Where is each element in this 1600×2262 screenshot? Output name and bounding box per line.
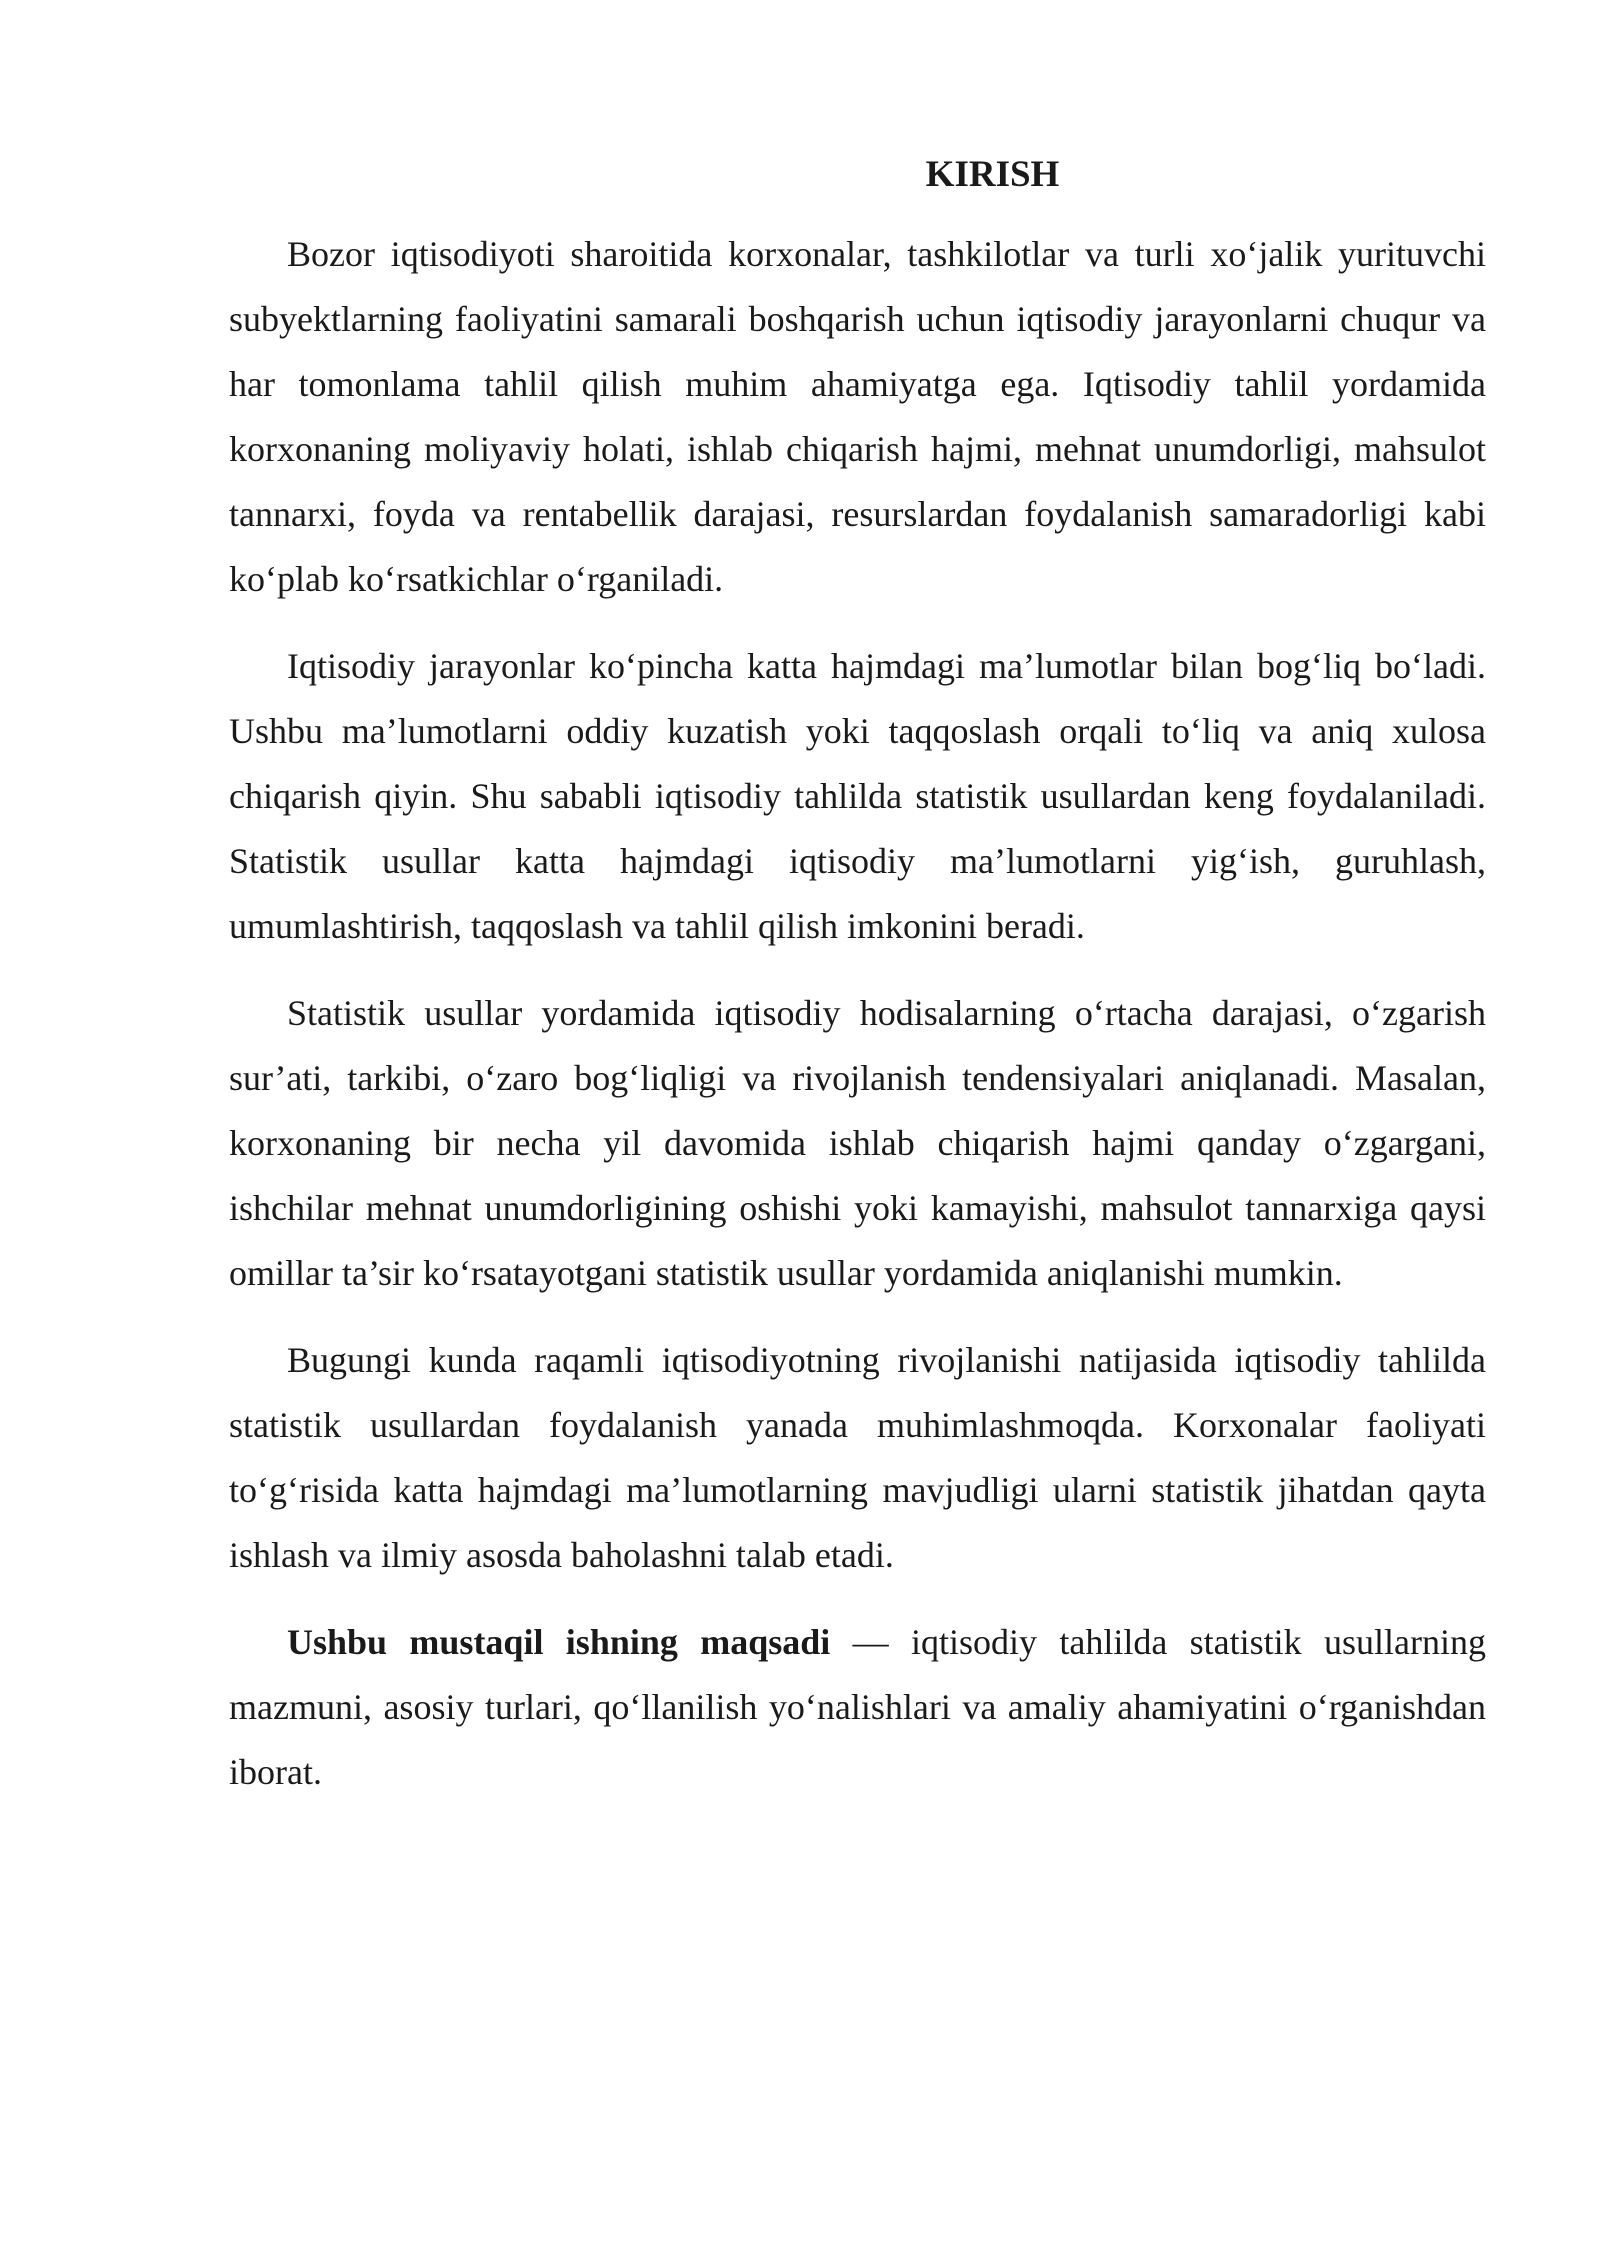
goal-paragraph	[229, 1610, 1486, 1805]
goal-lead: Ushbu mustaqil ishning maqsadi	[287, 1622, 831, 1662]
paragraph: Bozor iqtisodiyoti sharoitida korxonalar, tashkilotlar va turli xo‘jalik yurituvchi subyektlarning faoliyatini samarali boshqarish uchun iqtisodiy jarayonlarni chuqur va har tomonlama tahlil qilish muhim ahamiyatga ega. Iqtisodiy tahlil yordamida korxonaning moliyaviy holati, ishlab chiqarish hajmi, mehnat unumdorligi, mahsulot tannarxi, foyda va rentabellik darajasi, resurslardan foydalanish samaradorligi kabi ko‘plab ko‘rsatkichlar o‘rganiladi.	[229, 234, 1486, 599]
document-page	[229, 150, 1486, 1827]
section-heading: KIRISH	[925, 154, 1060, 195]
goal-text: — iqtisodiy tahlilda statistik usullarning mazmuni, asosiy turlari, qo‘llanilish yo‘nalishlari va amaliy ahamiyatini o‘rganishdan iborat.	[229, 1622, 1486, 1792]
paragraph: Statistik usullar yordamida iqtisodiy hodisalarning o‘rtacha darajasi, o‘zgarish sur’ati, tarkibi, o‘zaro bog‘liqligi va rivojlanish tendensiyalari aniqlanadi. Masalan, korxonaning bir necha yil davomida ishlab chiqarish hajmi qanday o‘zgargani, ishchilar mehnat unumdorligining oshishi yoki kamayishi, mahsulot tannarxiga qaysi omillar ta’sir ko‘rsatayotgani statistik usullar yordamida aniqlanishi mumkin.	[229, 993, 1486, 1293]
paragraph: Iqtisodiy jarayonlar ko‘pincha katta hajmdagi ma’lumotlar bilan bog‘liq bo‘ladi. Ushbu ma’lumotlarni oddiy kuzatish yoki taqqoslash orqali to‘liq va aniq xulosa chiqarish qiyin. Shu sababli iqtisodiy tahlilda statistik usullardan keng foydalaniladi. Statistik usullar katta hajmdagi iqtisodiy ma’lumotlarni yig‘ish, guruhlash, umumlashtirish, taqqoslash va tahlil qilish imkonini beradi.	[229, 646, 1486, 946]
paragraph: Bugungi kunda raqamli iqtisodiyotning rivojlanishi natijasida iqtisodiy tahlilda statistik usullardan foydalanish yanada muhimlashmoqda. Korxonalar faoliyati to‘g‘risida katta hajmdagi ma’lumotlarning mavjudligi ularni statistik jihatdan qayta ishlash va ilmiy asosda baholashni talab etadi.	[229, 1340, 1486, 1575]
